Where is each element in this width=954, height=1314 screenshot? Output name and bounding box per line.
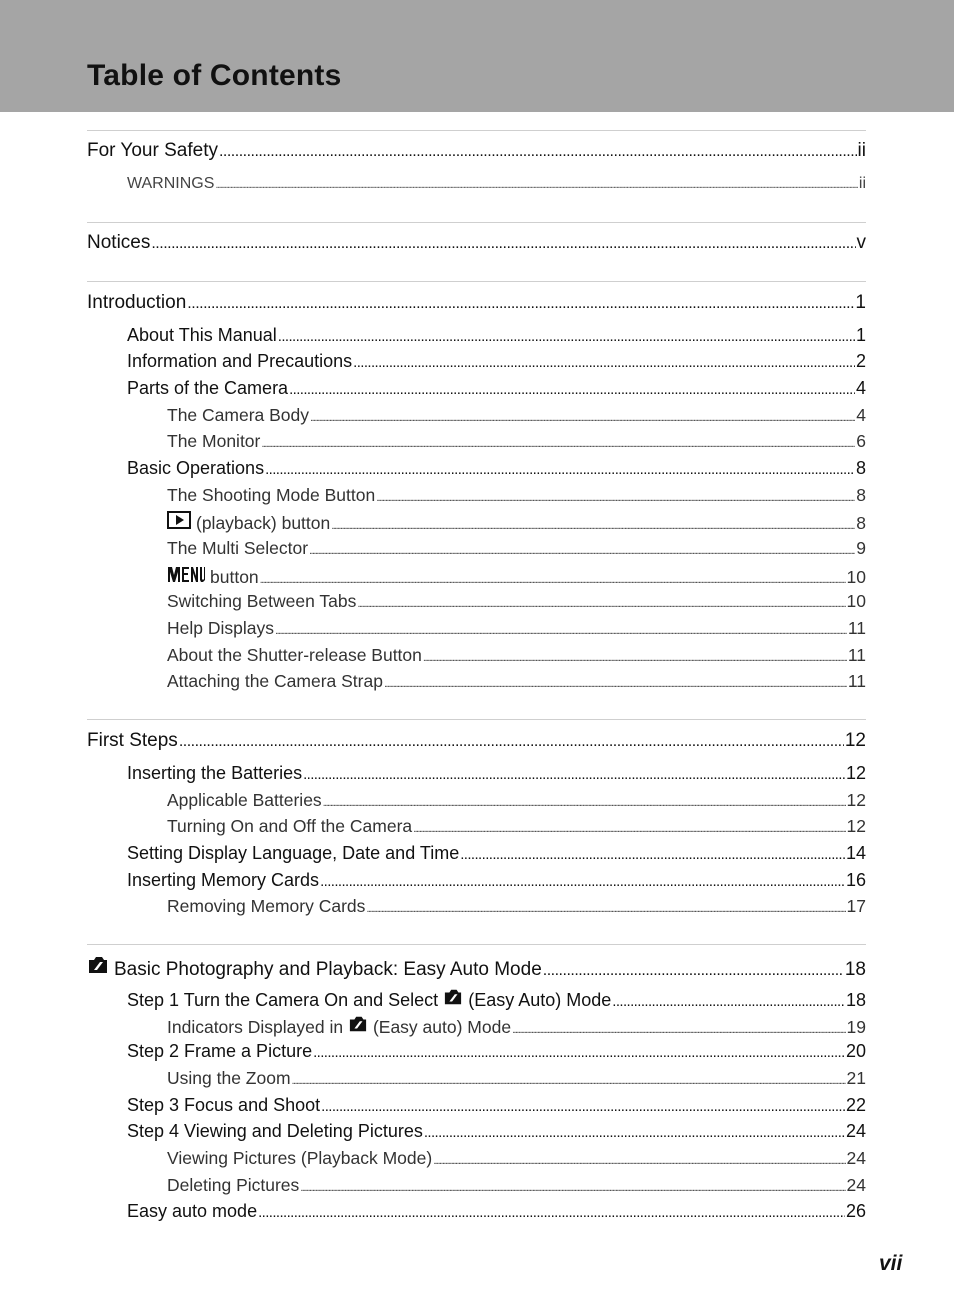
- camera-easy-auto-icon: [87, 955, 109, 975]
- entry-page: 18: [844, 959, 866, 980]
- entry-page: ii: [858, 175, 866, 192]
- toc-entry[interactable]: Using the Zoom ..... 21: [167, 1068, 866, 1089]
- section-divider: [87, 281, 866, 282]
- header-band: [0, 0, 954, 112]
- toc-entry[interactable]: Step 1 Turn the Camera On and Select (Easy Auto) Mode ..... 18: [127, 988, 866, 1011]
- toc-entry[interactable]: Inserting the Batteries ..... 12: [127, 763, 866, 784]
- toc-entry-introduction[interactable]: [87, 292, 866, 314]
- toc-entry[interactable]: Viewing Pictures (Playback Mode) ..... 24: [167, 1148, 866, 1169]
- toc-entry[interactable]: Basic Operations ..... 8: [127, 458, 866, 479]
- camera-easy-auto-icon: [348, 1015, 368, 1033]
- toc-entry[interactable]: Switching Between Tabs ..... 10: [167, 591, 866, 612]
- toc-entry[interactable]: Inserting Memory Cards ..... 16: [127, 870, 866, 891]
- toc-entry[interactable]: Turning On and Off the Camera ..... 12: [167, 816, 866, 837]
- page-number: vii: [879, 1252, 903, 1275]
- toc-entry[interactable]: The Camera Body ..... 4: [167, 405, 866, 426]
- toc-entry-safety[interactable]: [87, 140, 866, 162]
- toc-entry[interactable]: Easy auto mode ..... 26: [127, 1201, 866, 1222]
- toc-entry[interactable]: Parts of the Camera ..... 4: [127, 378, 866, 399]
- entry-title: Introduction: [87, 292, 187, 313]
- section-divider: [87, 719, 866, 720]
- entry-page: 1: [855, 292, 866, 313]
- toc-entry[interactable]: (playback) button ..... 8: [167, 511, 866, 534]
- toc-entry[interactable]: Information and Precautions ..... 2: [127, 351, 866, 372]
- menu-icon: [167, 565, 205, 583]
- page-title: Table of Contents: [87, 59, 342, 92]
- toc-entry[interactable]: About This Manual ..... 1: [127, 325, 866, 346]
- entry-title: WARNINGS: [127, 175, 215, 192]
- toc-entry[interactable]: Step 4 Viewing and Deleting Pictures ..... 24: [127, 1121, 866, 1142]
- toc-entry[interactable]: Step 2 Frame a Picture ..... 20: [127, 1041, 866, 1062]
- toc-entry[interactable]: The Monitor ..... 6: [167, 431, 866, 452]
- toc-entry-basic-photography[interactable]: Basic Photography and Playback: Easy Auto Mode ..... 18: [87, 955, 866, 981]
- toc-entry-notices[interactable]: [87, 232, 866, 254]
- entry-title: Notices: [87, 232, 151, 253]
- toc-entry-first-steps[interactable]: [87, 730, 866, 752]
- toc-entry[interactable]: Removing Memory Cards ..... 17: [167, 896, 866, 917]
- toc-entry[interactable]: Attaching the Camera Strap ..... 11: [167, 671, 866, 692]
- playback-icon: [167, 511, 191, 529]
- toc-entry-warnings[interactable]: [127, 175, 866, 193]
- toc-entry[interactable]: About the Shutter-release Button ..... 11: [167, 645, 866, 666]
- toc-entry[interactable]: button ..... 10: [167, 565, 866, 588]
- toc-entry[interactable]: Setting Display Language, Date and Time ..... 14: [127, 843, 866, 864]
- toc-entry[interactable]: Step 3 Focus and Shoot ..... 22: [127, 1095, 866, 1116]
- entry-title: First Steps: [87, 730, 178, 751]
- toc-entry[interactable]: Help Displays ..... 11: [167, 618, 866, 639]
- camera-easy-auto-icon: [443, 988, 463, 1006]
- entry-page: ii: [857, 140, 866, 161]
- toc-entry[interactable]: The Multi Selector ..... 9: [167, 538, 866, 559]
- entry-page: 12: [844, 730, 866, 751]
- section-divider: [87, 222, 866, 223]
- toc-entry[interactable]: Deleting Pictures ..... 24: [167, 1175, 866, 1196]
- entry-page: v: [856, 232, 866, 253]
- section-divider: [87, 130, 866, 131]
- toc-entry[interactable]: The Shooting Mode Button ..... 8: [167, 485, 866, 506]
- toc-entry[interactable]: Indicators Displayed in (Easy auto) Mode ..... 19: [167, 1015, 866, 1038]
- toc-entry[interactable]: Applicable Batteries ..... 12: [167, 790, 866, 811]
- entry-title: For Your Safety: [87, 140, 218, 161]
- section-divider: [87, 944, 866, 945]
